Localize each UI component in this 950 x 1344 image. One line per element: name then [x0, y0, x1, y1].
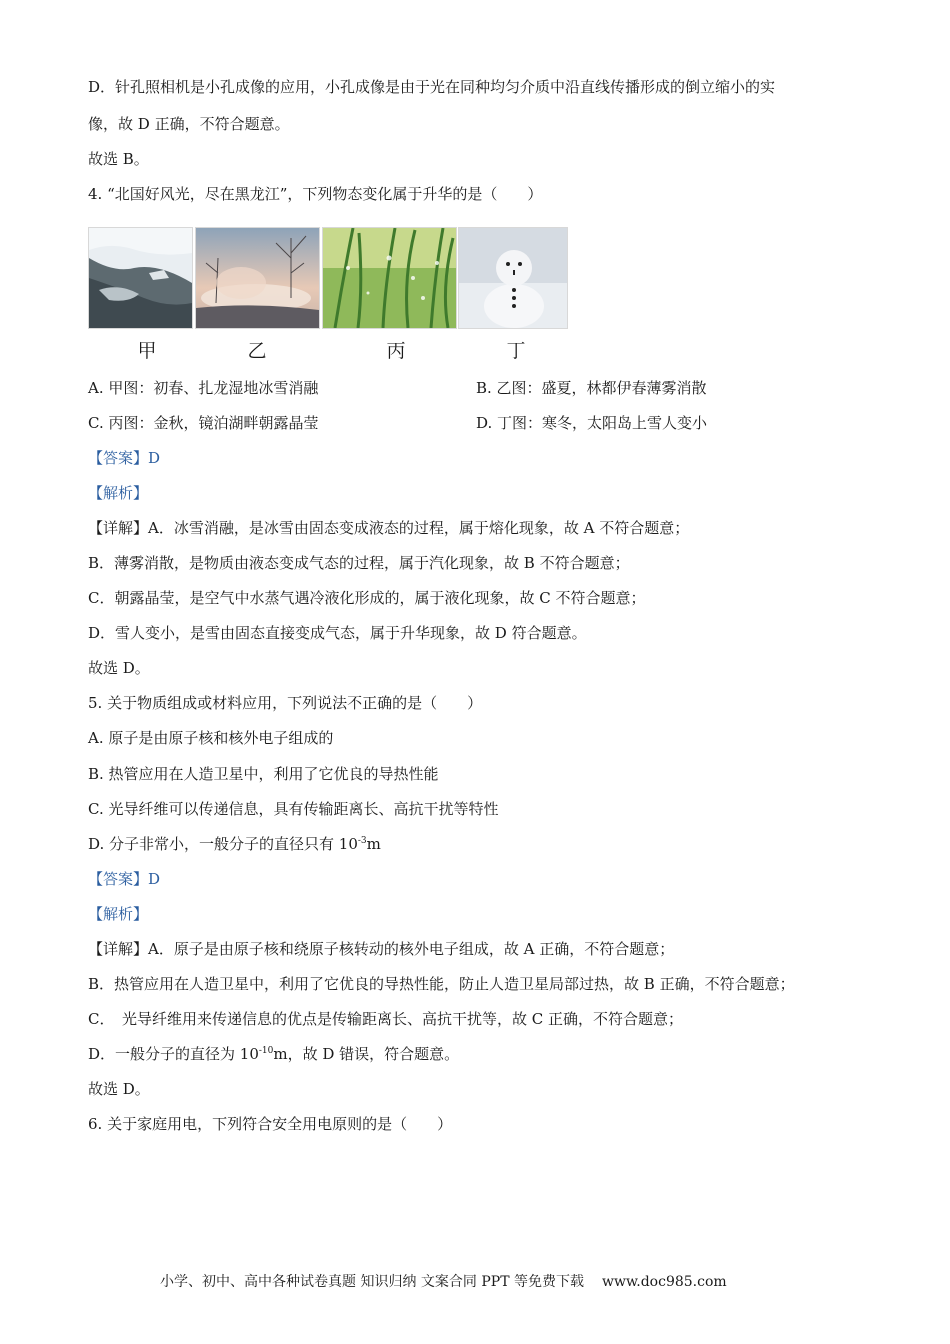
detail-line: 【详解】A．冰雪消融，是冰雪由固态变成液态的过程，属于熔化现象，故 A 不符合题意； [88, 519, 690, 537]
option-b: B. 乙图：盛夏，林都伊春薄雾消散 [476, 379, 707, 397]
selection-line: 故选 D。 [88, 1080, 150, 1098]
option-c: C. 丙图：金秋，镜泊湖畔朝露晶莹 [88, 414, 319, 432]
answer-tag: 【答案】D [88, 449, 161, 467]
detail-line: C． 光导纤维用来传递信息的优点是传输距离长、高抗干扰等，故 C 正确，不符合题意； [88, 1010, 683, 1028]
misty-forest-photo [195, 227, 320, 329]
detail-line: D．雪人变小，是雪由固态直接变成气态，属于升华现象，故 D 符合题意。 [88, 624, 587, 642]
option-a: A. 原子是由原子核和核外电子组成的 [88, 729, 334, 747]
detail-line: C．朝露晶莹，是空气中水蒸气遇冷液化形成的，属于液化现象，故 C 不符合题意； [88, 589, 646, 607]
option-d: D. 分子非常小，一般分子的直径只有 $10^{-3}m$ [88, 835, 381, 853]
question-4: 4. “北国好风光，尽在黑龙江”，下列物态变化属于升华的是（ ） [88, 185, 543, 203]
option-c: C. 光导纤维可以传递信息，具有传输距离长、高抗干扰等特性 [88, 800, 499, 818]
detail-line: 【详解】A．原子是由原子核和绕原子核转动的核外电子组成，故 A 正确，不符合题意； [88, 940, 675, 958]
option-b: B. 热管应用在人造卫星中，利用了它优良的导热性能 [88, 765, 439, 783]
analysis-tag: 【解析】 [88, 484, 149, 502]
question-6: 6. 关于家庭用电，下列符合安全用电原则的是（ ） [88, 1115, 453, 1133]
analysis-tag: 【解析】 [88, 905, 149, 923]
text-line: 故选 B。 [88, 150, 149, 168]
question-5: 5. 关于物质组成或材料应用，下列说法不正确的是（ ） [88, 694, 483, 712]
text-line: 像，故 D 正确，不符合题意。 [88, 115, 290, 133]
selection-line: 故选 D。 [88, 659, 150, 677]
text-line: D．针孔照相机是小孔成像的应用，小孔成像是由于光在同种均匀介质中沿直线传播形成的倒立缩小的实 [88, 78, 776, 96]
image-label: 甲 [137, 340, 157, 362]
image-label: 丁 [506, 340, 526, 362]
detail-line: B．热管应用在人造卫星中，利用了它优良的导热性能，防止人造卫星局部过热，故 B 正确，不符合题意； [88, 975, 795, 993]
answer-tag: 【答案】D [88, 870, 161, 888]
image-label: 乙 [247, 340, 267, 362]
footer-text: 小学、初中、高中各种试卷真题 知识归纳 文案合同 PPT 等免费下载 [160, 1274, 584, 1290]
footer-url[interactable]: www.doc985.com [601, 1274, 727, 1290]
detail-line: D．一般分子的直径为 $10^{-10}m$，故 D 错误，符合题意。 [88, 1045, 460, 1063]
snowman-photo [458, 227, 568, 329]
page-footer [160, 1271, 727, 1291]
dewy-grass-photo [322, 227, 457, 329]
image-label: 丙 [386, 340, 406, 362]
detail-line: B．薄雾消散，是物质由液态变成气态的过程，属于汽化现象，故 B 不符合题意； [88, 554, 630, 572]
option-d: D. 丁图：寒冬，太阳岛上雪人变小 [476, 414, 708, 432]
ice-stream-photo [88, 227, 193, 329]
option-a: A. 甲图：初春、扎龙湿地冰雪消融 [88, 379, 319, 397]
